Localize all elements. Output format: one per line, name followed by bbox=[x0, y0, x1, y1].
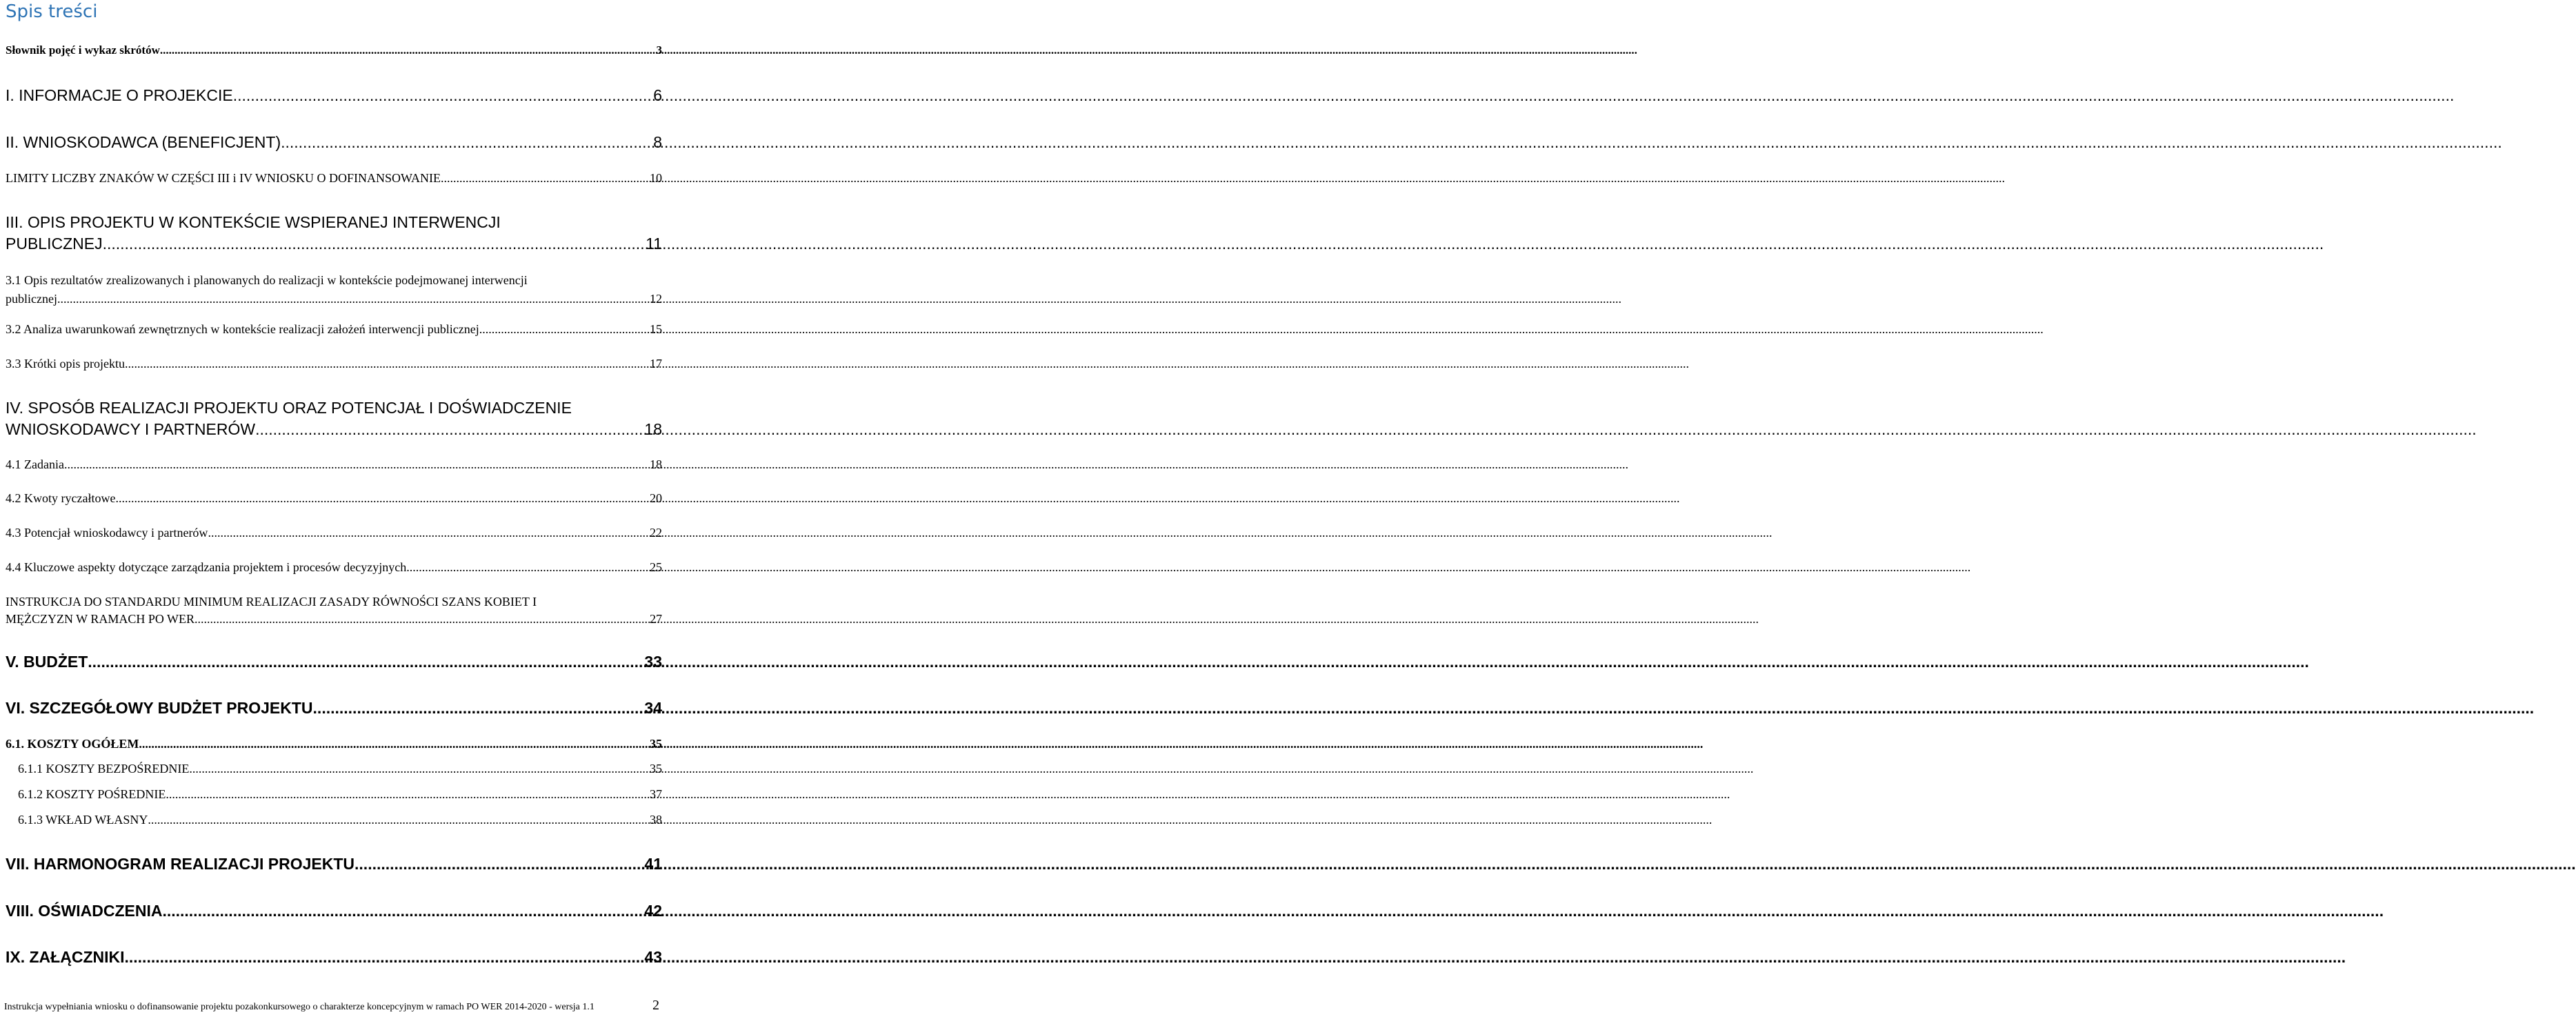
toc-entry-section-7[interactable] bbox=[0, 855, 662, 873]
toc-entry-equality-standard[interactable] bbox=[0, 593, 662, 628]
toc-page-number: 6 bbox=[653, 86, 662, 104]
toc-page-number: 18 bbox=[644, 420, 662, 438]
toc-leader-dots bbox=[160, 43, 654, 57]
toc-entry-label-line1: INSTRUKCJA DO STANDARDU MINIMUM REALIZACJI ZASADY RÓWNOŚCI SZANS KOBIET I bbox=[6, 595, 537, 609]
toc-page-number: 11 bbox=[646, 235, 662, 253]
toc-leader-dots bbox=[103, 233, 643, 255]
toc-entry-label-line1: 3.1 Opis rezultatów zrealizowanych i planowanych do realizacji w kontekście podejmowanej interwencji bbox=[6, 273, 528, 287]
toc-page-number: 35 bbox=[650, 762, 662, 776]
page-title: Spis treści bbox=[6, 1, 98, 22]
toc-leader-dots bbox=[125, 357, 647, 371]
footer-text: Instrukcja wypełniania wniosku o dofinansowanie projektu pozakonkursowego o charakterze koncepcyjnym w ramach PO WER 2014-2020 - wersja 1.1 bbox=[4, 1002, 595, 1012]
toc-page-number: 18 bbox=[650, 457, 662, 471]
toc-leader-dots bbox=[162, 902, 641, 920]
toc-page-number: 34 bbox=[644, 699, 662, 717]
toc-entry-label: 6.1. KOSZTY OGÓŁEM bbox=[6, 737, 139, 751]
toc-entry-section-6[interactable] bbox=[0, 699, 662, 718]
toc-entry-6-1-2[interactable] bbox=[0, 787, 662, 802]
toc-entry-label: 6.1.2 KOSZTY POŚREDNIE bbox=[18, 787, 166, 801]
toc-leader-dots bbox=[479, 322, 647, 337]
toc-entry-label: 4.2 Kwoty ryczałtowe bbox=[6, 491, 116, 505]
toc-entry-section-9[interactable] bbox=[0, 948, 662, 967]
toc-page-number: 20 bbox=[650, 491, 662, 505]
toc-entry-4-2[interactable] bbox=[0, 491, 662, 506]
toc-entry-label: I. INFORMACJE O PROJEKCIE bbox=[6, 86, 233, 104]
toc-page-number: 15 bbox=[650, 322, 662, 336]
toc-entry-label: LIMITY LICZBY ZNAKÓW W CZĘŚCI III i IV WNIOSKU O DOFINANSOWANIE bbox=[6, 171, 441, 185]
toc-entry-label: VIII. OŚWIADCZENIA bbox=[6, 902, 163, 920]
toc-leader-dots bbox=[281, 133, 650, 152]
toc-entry-section-4[interactable] bbox=[0, 397, 662, 440]
toc-entry-label-line1: IV. SPOSÓB REALIZACJI PROJEKTU ORAZ POTENCJAŁ I DOŚWIADCZENIE bbox=[6, 399, 572, 417]
toc-page-number: 22 bbox=[650, 526, 662, 540]
toc-entry-label: VI. SZCZEGÓŁOWY BUDŻET PROJEKTU bbox=[6, 699, 313, 717]
toc-leader-dots bbox=[64, 457, 647, 472]
toc-entry-6-1-3[interactable] bbox=[0, 813, 662, 827]
toc-page-number: 42 bbox=[644, 902, 662, 920]
toc-entry-3-1[interactable] bbox=[0, 271, 662, 308]
toc-leader-dots bbox=[166, 787, 647, 802]
toc-page-number: 41 bbox=[644, 855, 662, 873]
toc-entry-label: WNIOSKODAWCY I PARTNERÓW bbox=[6, 420, 256, 438]
toc-entry-label: 4.4 Kluczowe aspekty dotyczące zarządzania projektem i procesów decyzyjnych bbox=[6, 560, 407, 574]
toc-entry-section-5[interactable] bbox=[0, 653, 662, 671]
toc-page-number: 38 bbox=[650, 813, 662, 827]
toc-leader-dots bbox=[255, 419, 641, 440]
toc-entry-label: 6.1.3 WKŁAD WŁASNY bbox=[18, 813, 148, 827]
toc-entry-3-2[interactable] bbox=[0, 322, 662, 337]
toc-entry-label: PUBLICZNEJ bbox=[6, 235, 103, 253]
toc-page-number: 37 bbox=[650, 787, 662, 801]
toc-entry-label: 6.1.1 KOSZTY BEZPOŚREDNIE bbox=[18, 762, 190, 776]
toc-leader-dots bbox=[194, 611, 647, 628]
toc-page-number: 12 bbox=[650, 292, 662, 306]
toc-entry-character-limits[interactable] bbox=[0, 171, 662, 186]
toc-entry-label: V. BUDŻET bbox=[6, 653, 88, 671]
page-footer bbox=[4, 998, 662, 1014]
toc-leader-dots bbox=[115, 491, 647, 506]
toc-entry-label-line1: III. OPIS PROJEKTU W KONTEKŚCIE WSPIERANEJ INTERWENCJI bbox=[6, 213, 501, 231]
toc-page-number: 3 bbox=[656, 43, 662, 57]
toc-leader-dots bbox=[148, 813, 647, 827]
toc-entry-section-2[interactable] bbox=[0, 133, 662, 152]
toc-leader-dots bbox=[441, 171, 647, 186]
toc-entry-label: IX. ZAŁĄCZNIKI bbox=[6, 948, 125, 966]
toc-leader-dots bbox=[125, 948, 642, 967]
toc-entry-label: MĘŻCZYZN W RAMACH PO WER bbox=[6, 612, 195, 626]
toc-leader-dots bbox=[313, 699, 642, 718]
toc-entry-label: publicznej bbox=[6, 292, 57, 306]
toc-page-number: 35 bbox=[650, 737, 662, 751]
toc-entry-label: Słownik pojęć i wykaz skrótów bbox=[6, 43, 160, 57]
toc-entry-label: VII. HARMONOGRAM REALIZACJI PROJEKTU bbox=[6, 855, 355, 873]
toc-entry-label: 3.2 Analiza uwarunkowań zewnętrznych w kontekście realizacji założeń interwencji publicznej bbox=[6, 322, 479, 336]
toc-page-number: 10 bbox=[650, 171, 662, 185]
toc-leader-dots bbox=[88, 653, 641, 671]
toc-entry-label: 4.1 Zadania bbox=[6, 457, 64, 471]
toc-entry-4-4[interactable] bbox=[0, 560, 662, 575]
toc-page-number: 8 bbox=[653, 133, 662, 151]
toc-entry-label: 4.3 Potencjał wnioskodawcy i partnerów bbox=[6, 526, 208, 540]
toc-page-number: 43 bbox=[644, 948, 662, 966]
toc-leader-dots bbox=[139, 737, 647, 751]
toc-entry-6-1[interactable] bbox=[0, 737, 662, 751]
toc-entry-3-3[interactable] bbox=[0, 357, 662, 371]
toc-leader-dots bbox=[406, 560, 647, 575]
toc-entry-section-8[interactable] bbox=[0, 902, 662, 920]
toc-leader-dots bbox=[189, 762, 647, 776]
toc-entry-label: II. WNIOSKODAWCA (BENEFICJENT) bbox=[6, 133, 281, 151]
footer-page-number: 2 bbox=[652, 998, 659, 1013]
toc-entry-4-3[interactable] bbox=[0, 526, 662, 540]
toc-page-number: 27 bbox=[650, 612, 662, 626]
toc-entry-4-1[interactable] bbox=[0, 457, 662, 472]
toc-entry-section-3[interactable] bbox=[0, 212, 662, 255]
toc-entry-section-1[interactable] bbox=[0, 86, 662, 105]
toc-entry-glossary[interactable] bbox=[0, 43, 662, 57]
toc-page-number: 33 bbox=[644, 653, 662, 671]
toc-leader-dots bbox=[208, 526, 647, 540]
toc-entry-6-1-1[interactable] bbox=[0, 762, 662, 776]
toc-leader-dots bbox=[355, 855, 641, 873]
toc-page-number: 17 bbox=[650, 357, 662, 371]
toc-leader-dots bbox=[233, 86, 650, 105]
toc-leader-dots bbox=[57, 290, 647, 308]
toc-page-number: 25 bbox=[650, 560, 662, 574]
toc-entry-label: 3.3 Krótki opis projektu bbox=[6, 357, 125, 371]
